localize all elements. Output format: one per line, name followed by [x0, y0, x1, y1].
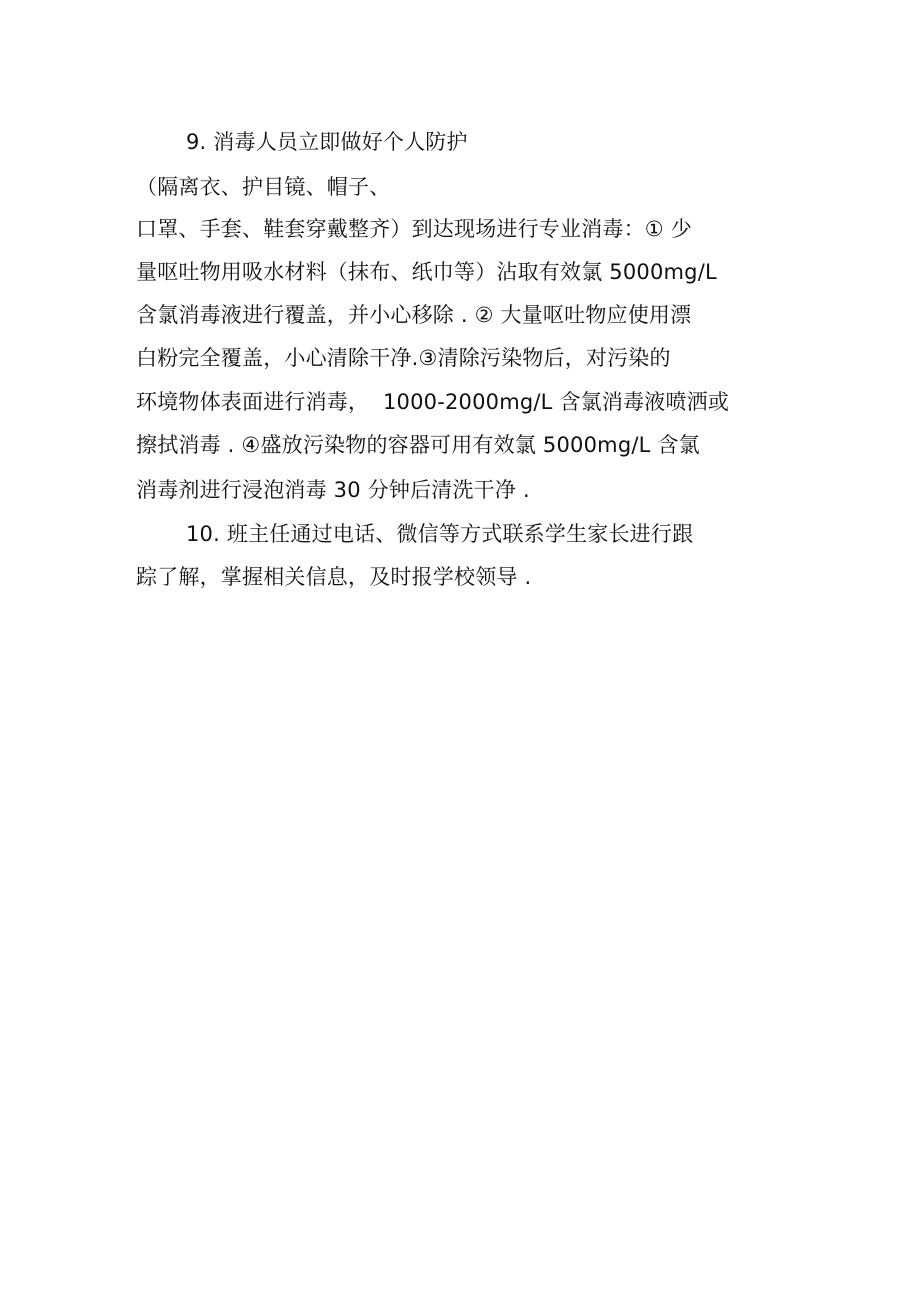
- text-line: 口罩、手套、鞋套穿戴整齐）到达现场进行专业消毒：① 少: [136, 217, 692, 241]
- text-line: 含氯消毒液进行覆盖，并小心移除 . ② 大量呕吐物应使用漂: [136, 303, 692, 327]
- text-line: 量呕吐物用吸水材料（抹布、纸巾等）沾取有效氯 5000mg/L: [136, 260, 717, 284]
- text-line: 擦拭消毒 . ④盛放污染物的容器可用有效氯 5000mg/L 含氯: [136, 433, 700, 457]
- text-line: 白粉完全覆盖，小心清除干净.③清除污染物后，对污染的: [136, 346, 671, 370]
- text-line: （隔离衣、护目镜、帽子、: [136, 175, 391, 199]
- text-line: 9. 消毒人员立即做好个人防护: [186, 130, 468, 154]
- text-line: 消毒剂进行浸泡消毒 30 分钟后清洗干净 .: [136, 478, 530, 502]
- text-line: 环境物体表面进行消毒， 1000-2000mg/L 含氯消毒液喷洒或: [136, 390, 730, 414]
- text-line: 踪了解，掌握相关信息，及时报学校领导 .: [136, 565, 532, 589]
- text-line: 10. 班主任通过电话、微信等方式联系学生家长进行跟: [186, 522, 694, 546]
